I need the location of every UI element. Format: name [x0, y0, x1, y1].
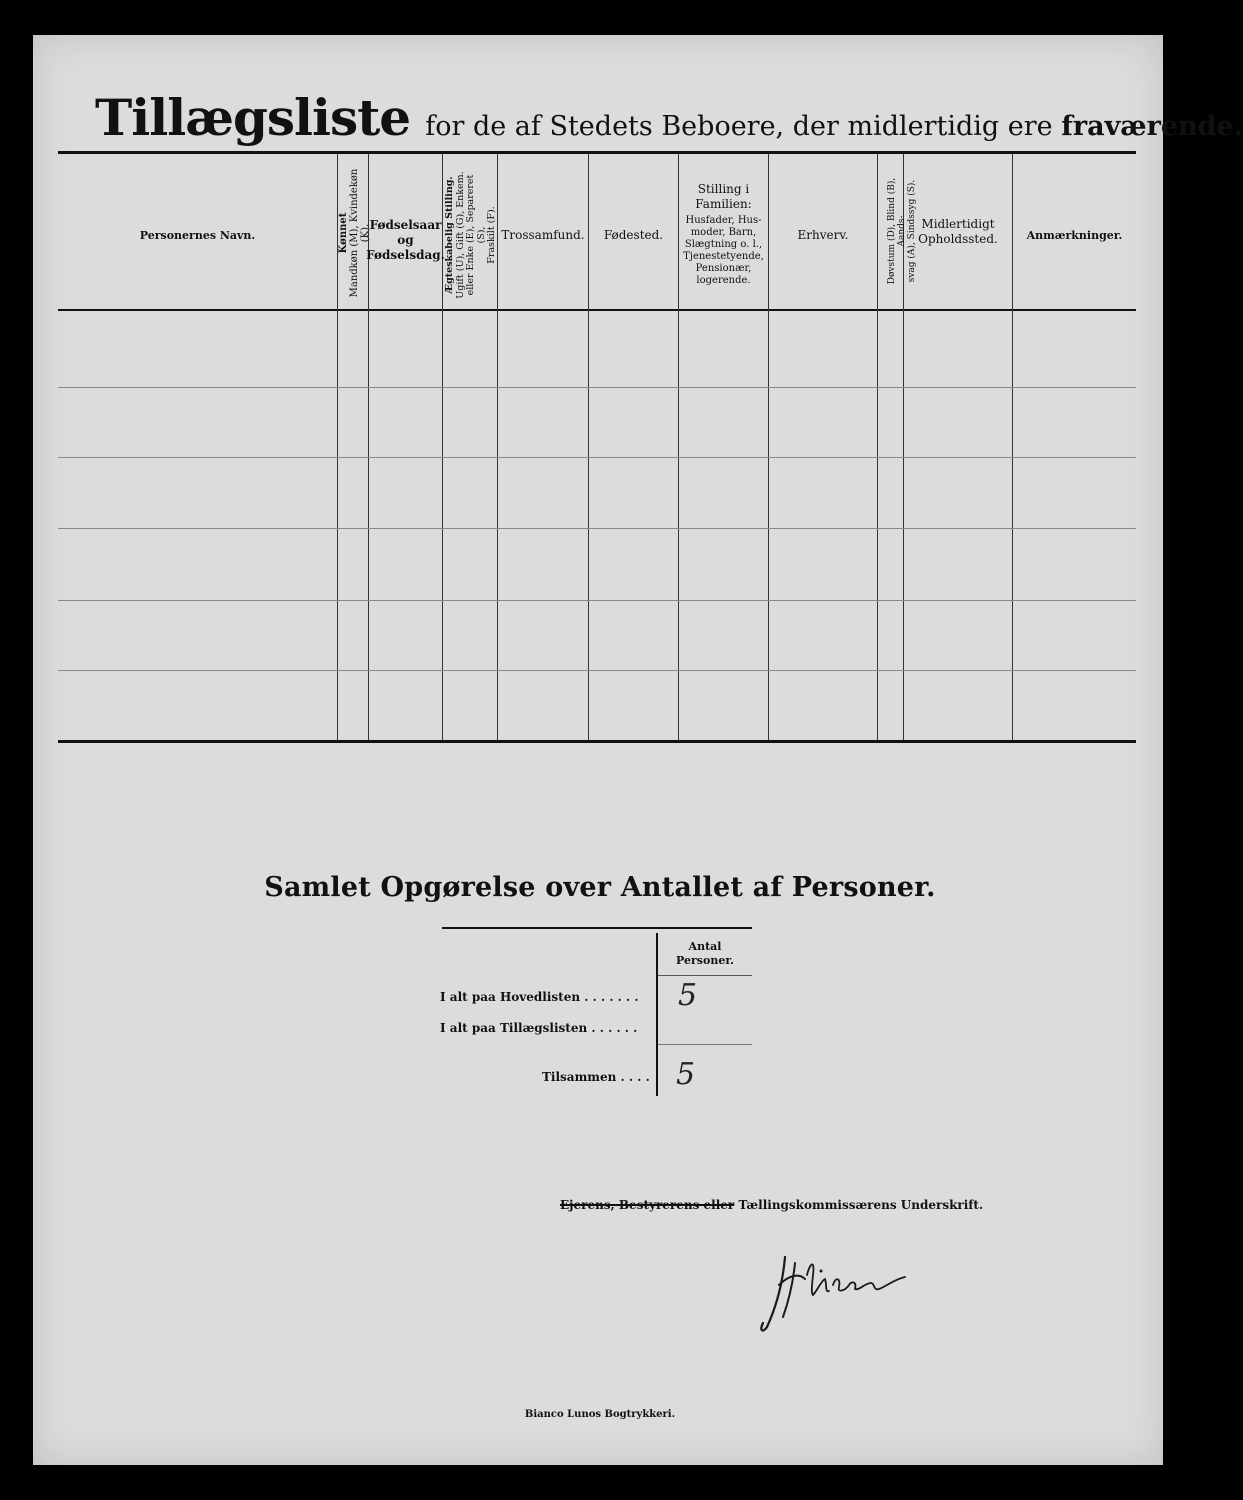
col-header-tros: Trossamfund. — [501, 227, 585, 242]
col-sep — [442, 154, 443, 740]
summary-label-tilsammen: Tilsammen . . . . — [542, 1070, 650, 1084]
row-line — [58, 387, 1136, 388]
signature-image — [755, 1245, 915, 1340]
summary-top-rule — [442, 927, 752, 929]
col-header-kjon: Kønnet Mandkøn (M), Kvindekøn (K). — [338, 168, 371, 298]
summary-title: Samlet Opgørelse over Antallet af Personer. — [264, 872, 936, 903]
title-main: Tillægsliste — [95, 88, 411, 147]
summary-sub-rule — [658, 1044, 752, 1045]
printer-imprint: Bianco Lunos Bogtrykkeri. — [524, 1409, 676, 1420]
row-line — [58, 457, 1136, 458]
page-title — [95, 88, 1243, 148]
summary-value-tilsammen: 5 — [676, 1057, 696, 1092]
col-header-erhverv: Erhverv. — [797, 227, 849, 242]
col-header-navn: Personernes Navn. — [139, 228, 256, 242]
col-header-fodsel: Fødselsaar og Fødselsdag. — [366, 217, 445, 262]
table-header-rule — [58, 309, 1136, 311]
signature-caption: Ejerens, Bestyrerens eller Tællingskommissærens Underskrift. — [560, 1198, 984, 1212]
summary-col-header: Antal Personer. — [676, 940, 734, 967]
col-header-anm: Anmærkninger. — [1026, 228, 1123, 242]
title-rest: for de af Stedets Beboere, der midlertidig ere fraværende. — [425, 111, 1243, 142]
col-sep — [877, 154, 878, 740]
row-line — [58, 600, 1136, 601]
summary-header-rule — [658, 975, 752, 976]
table-top-rule — [58, 151, 1136, 154]
col-header-aegt: Ægteskabelig Stilling. Ugift (U), Gift (G), Enkem. eller Enke (E), Separeret (S), Fraskilt (F). — [444, 171, 497, 299]
col-header-dov: Døvstum (D), Blind (B), Aands- svag (A), Sindssyg (S). — [887, 177, 917, 285]
summary-value-hovedlisten: 5 — [678, 978, 698, 1013]
col-header-stilling: Stilling i Familien: Husfader, Hus- moder, Barn, Slægtning o. l., Tjenestetyende, Pensionær, logerende. — [683, 181, 764, 286]
col-header-ophold: Midlertidigt Opholdssted. — [918, 217, 998, 246]
row-line — [58, 670, 1136, 671]
row-line — [58, 528, 1136, 529]
summary-label-hovedlisten: I alt paa Hovedlisten . . . . . . . — [440, 990, 639, 1004]
summary-label-tillaegslisten: I alt paa Tillægslisten . . . . . . — [440, 1021, 638, 1035]
col-header-fodested: Fødested. — [603, 227, 664, 242]
table-bottom-rule — [58, 740, 1136, 743]
